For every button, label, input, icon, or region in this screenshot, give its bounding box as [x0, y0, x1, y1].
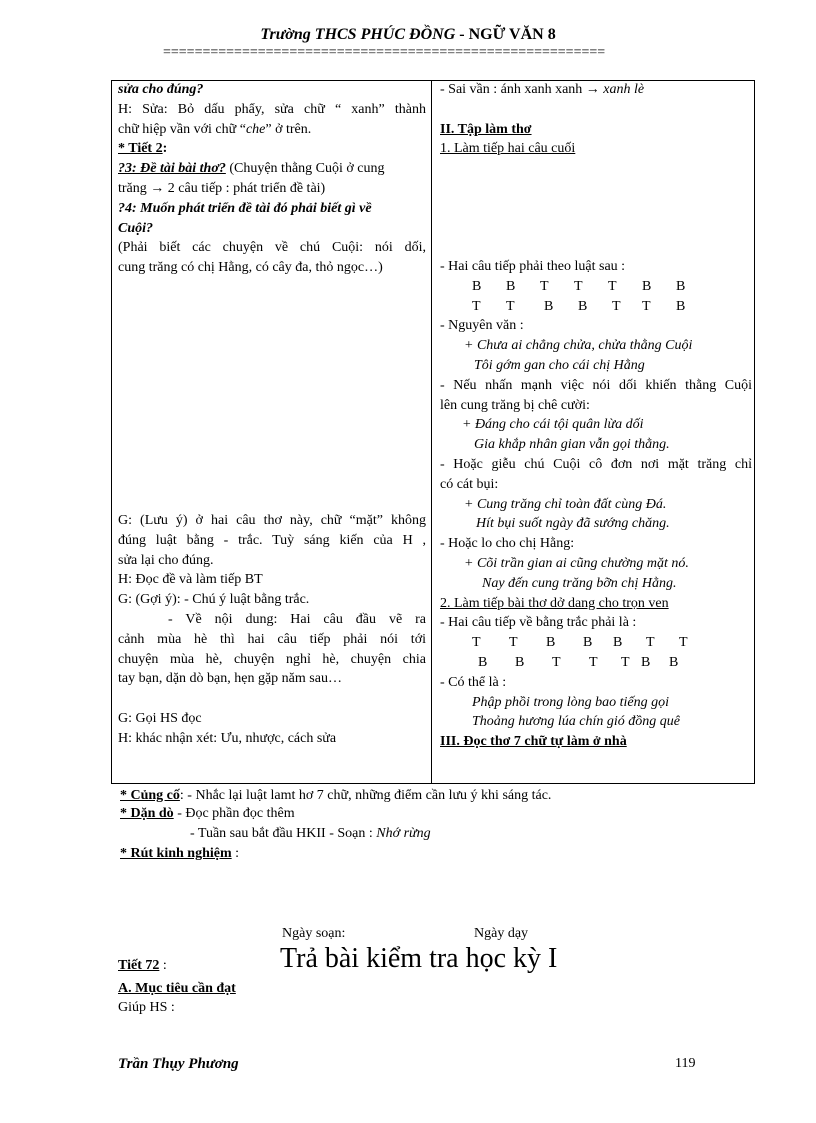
- right-line: - Hai câu tiếp phải theo luật sau :: [440, 259, 626, 274]
- header-rule: ========================================================: [163, 45, 606, 60]
- left-line: cảnh mùa hè thì hai câu tiếp phải nói tới: [118, 631, 426, 647]
- content-column: [440, 80, 752, 159]
- right-line: - Hai câu tiếp về bằng trắc phải là :: [440, 615, 637, 631]
- poem-line: Thoảng hương lúa chín gió đồng quê: [472, 714, 680, 730]
- meter-rule-1: B B T T T B B: [472, 278, 686, 294]
- right-line: [440, 100, 752, 120]
- right-line: - Sai vần : ánh xanh xanh → xanh lè: [440, 82, 645, 97]
- consolidation-note: * Củng cố: - Nhắc lại luật lamt hơ 7 chữ, những điểm cần lưu ý khi sáng tác.: [120, 788, 552, 803]
- poem-line: Hít bụi suốt ngày đã sướng chăng.: [476, 516, 670, 532]
- subsection-heading: 1. Làm tiếp hai câu cuối: [440, 141, 576, 157]
- column-divider: [431, 80, 432, 784]
- right-line: có cát bụi:: [440, 476, 499, 492]
- prep-date-label: Ngày soạn:: [282, 926, 346, 941]
- left-line: ?3: Đề tài bài thơ? (Chuyện thằng Cuội ở cung: [118, 161, 385, 177]
- left-line: G: Gọi HS đọc: [118, 710, 202, 726]
- content-column-b: [440, 257, 752, 752]
- right-line: - Có thể là :: [440, 674, 507, 690]
- left-line: cung trăng có chị Hằng, có cây đa, thỏ ngọc…): [118, 260, 383, 276]
- poem-line: Tôi gớm gan cho cái chị Hằng: [474, 357, 645, 373]
- meter-rule-2: T T B B T T B: [472, 298, 686, 314]
- author-name: Trần Thụy Phương: [118, 1056, 239, 1072]
- lesson-number: Tiết 72 :: [118, 958, 167, 973]
- left-line: sửa lại cho đúng.: [118, 552, 214, 568]
- page-header: [0, 26, 816, 44]
- left-line: đúng luật bằng - trắc. Tuỳ sáng kiến của H ,: [118, 532, 426, 548]
- right-line: - Nguyên văn :: [440, 318, 524, 334]
- next-week-note: - Tuần sau bắt đầu HKII - Soạn : Nhớ rừng: [190, 826, 431, 841]
- poem-line: + Cõi trần gian ai cũng chường mặt nó.: [464, 555, 689, 571]
- left-line: tay bạn, dặn dò bạn, hẹn gặp năm sau…: [118, 671, 342, 687]
- left-line: [118, 689, 426, 709]
- right-line: lên cung trăng bị chê cười:: [440, 397, 590, 413]
- objectives-intro: Giúp HS :: [118, 1000, 175, 1015]
- poem-line: Nay đến cung trăng bỡn chị Hằng.: [482, 575, 677, 591]
- poem-line: Gia khắp nhân gian vẫn gọi thằng.: [474, 437, 670, 453]
- meter-rule-3: T T B B B T T: [472, 635, 688, 651]
- left-line: chữ hiệp vần với chữ “che” ở trên.: [118, 121, 312, 137]
- experience-note: * Rút kinh nghiệm :: [120, 846, 240, 861]
- right-line: - Hoặc giễu chú Cuội cô đơn nơi mặt trăng chỉ: [440, 456, 752, 472]
- left-line: chuyện mùa hè, chuyện nghỉ hè, chuyện chia: [118, 651, 426, 667]
- left-line: - Về nội dung: Hai câu đầu vẽ ra: [168, 611, 426, 627]
- poem-line: + Đáng cho cái tội quân lừa dối: [462, 417, 644, 433]
- teacher-student-column: [118, 80, 426, 278]
- section-heading: II. Tập làm thơ: [440, 121, 532, 137]
- school-name: Trường THCS PHÚC ĐỒNG: [260, 26, 456, 43]
- left-line: Cuội?: [118, 220, 154, 236]
- left-line: (Phải biết các chuyện về chú Cuội: nói dối,: [118, 240, 426, 256]
- left-line: G: (Gợi ý): - Chú ý luật bằng trắc.: [118, 592, 310, 608]
- teach-date-label: Ngày dạy: [474, 926, 529, 941]
- left-line: G: (Lưu ý) ở hai câu thơ này, chữ “mặt” không: [118, 513, 426, 528]
- homework-note: * Dặn dò - Đọc phần đọc thêm: [120, 806, 295, 821]
- poem-line: Phập phồi trong lòng bao tiếng gọi: [472, 694, 670, 710]
- left-line: H: Đọc đề và làm tiếp BT: [118, 572, 263, 588]
- section-heading: III. Đọc thơ 7 chữ tự làm ở nhà: [440, 734, 627, 750]
- left-line: * Tiết 2:: [118, 141, 168, 157]
- left-line: H: Sửa: Bỏ dấu phẩy, sửa chữ “ xanh” thành: [118, 101, 426, 117]
- teacher-guidance-block: [118, 511, 426, 749]
- meter-rule-4: B B T T T B B: [478, 654, 679, 670]
- lesson-title: Trả bài kiểm tra học kỳ I: [280, 943, 558, 974]
- left-line: sửa cho đúng?: [118, 82, 204, 97]
- left-line: trăng → 2 câu tiếp : phát triển đề tài): [118, 180, 326, 196]
- subsection-heading: 2. Làm tiếp bài thơ dở dang cho trọn ven: [440, 595, 669, 611]
- subject-name: - NGỮ VĂN 8: [455, 26, 556, 43]
- left-line: H: khác nhận xét: Ưu, nhược, cách sửa: [118, 730, 337, 746]
- left-line: ?4: Muốn phát triển đề tài đó phải biết gì về: [118, 200, 372, 216]
- page-number: 119: [675, 1056, 696, 1071]
- poem-line: + Chưa ai chẳng chửa, chửa thằng Cuội: [464, 338, 693, 354]
- objectives-heading: A. Mục tiêu cần đạt: [118, 981, 236, 996]
- right-line: - Hoặc lo cho chị Hằng:: [440, 536, 575, 552]
- right-line: - Nếu nhấn mạnh việc nói dối khiến thằng Cuội: [440, 377, 752, 393]
- poem-line: + Cung trăng chỉ toàn đất cùng Đá.: [464, 496, 667, 512]
